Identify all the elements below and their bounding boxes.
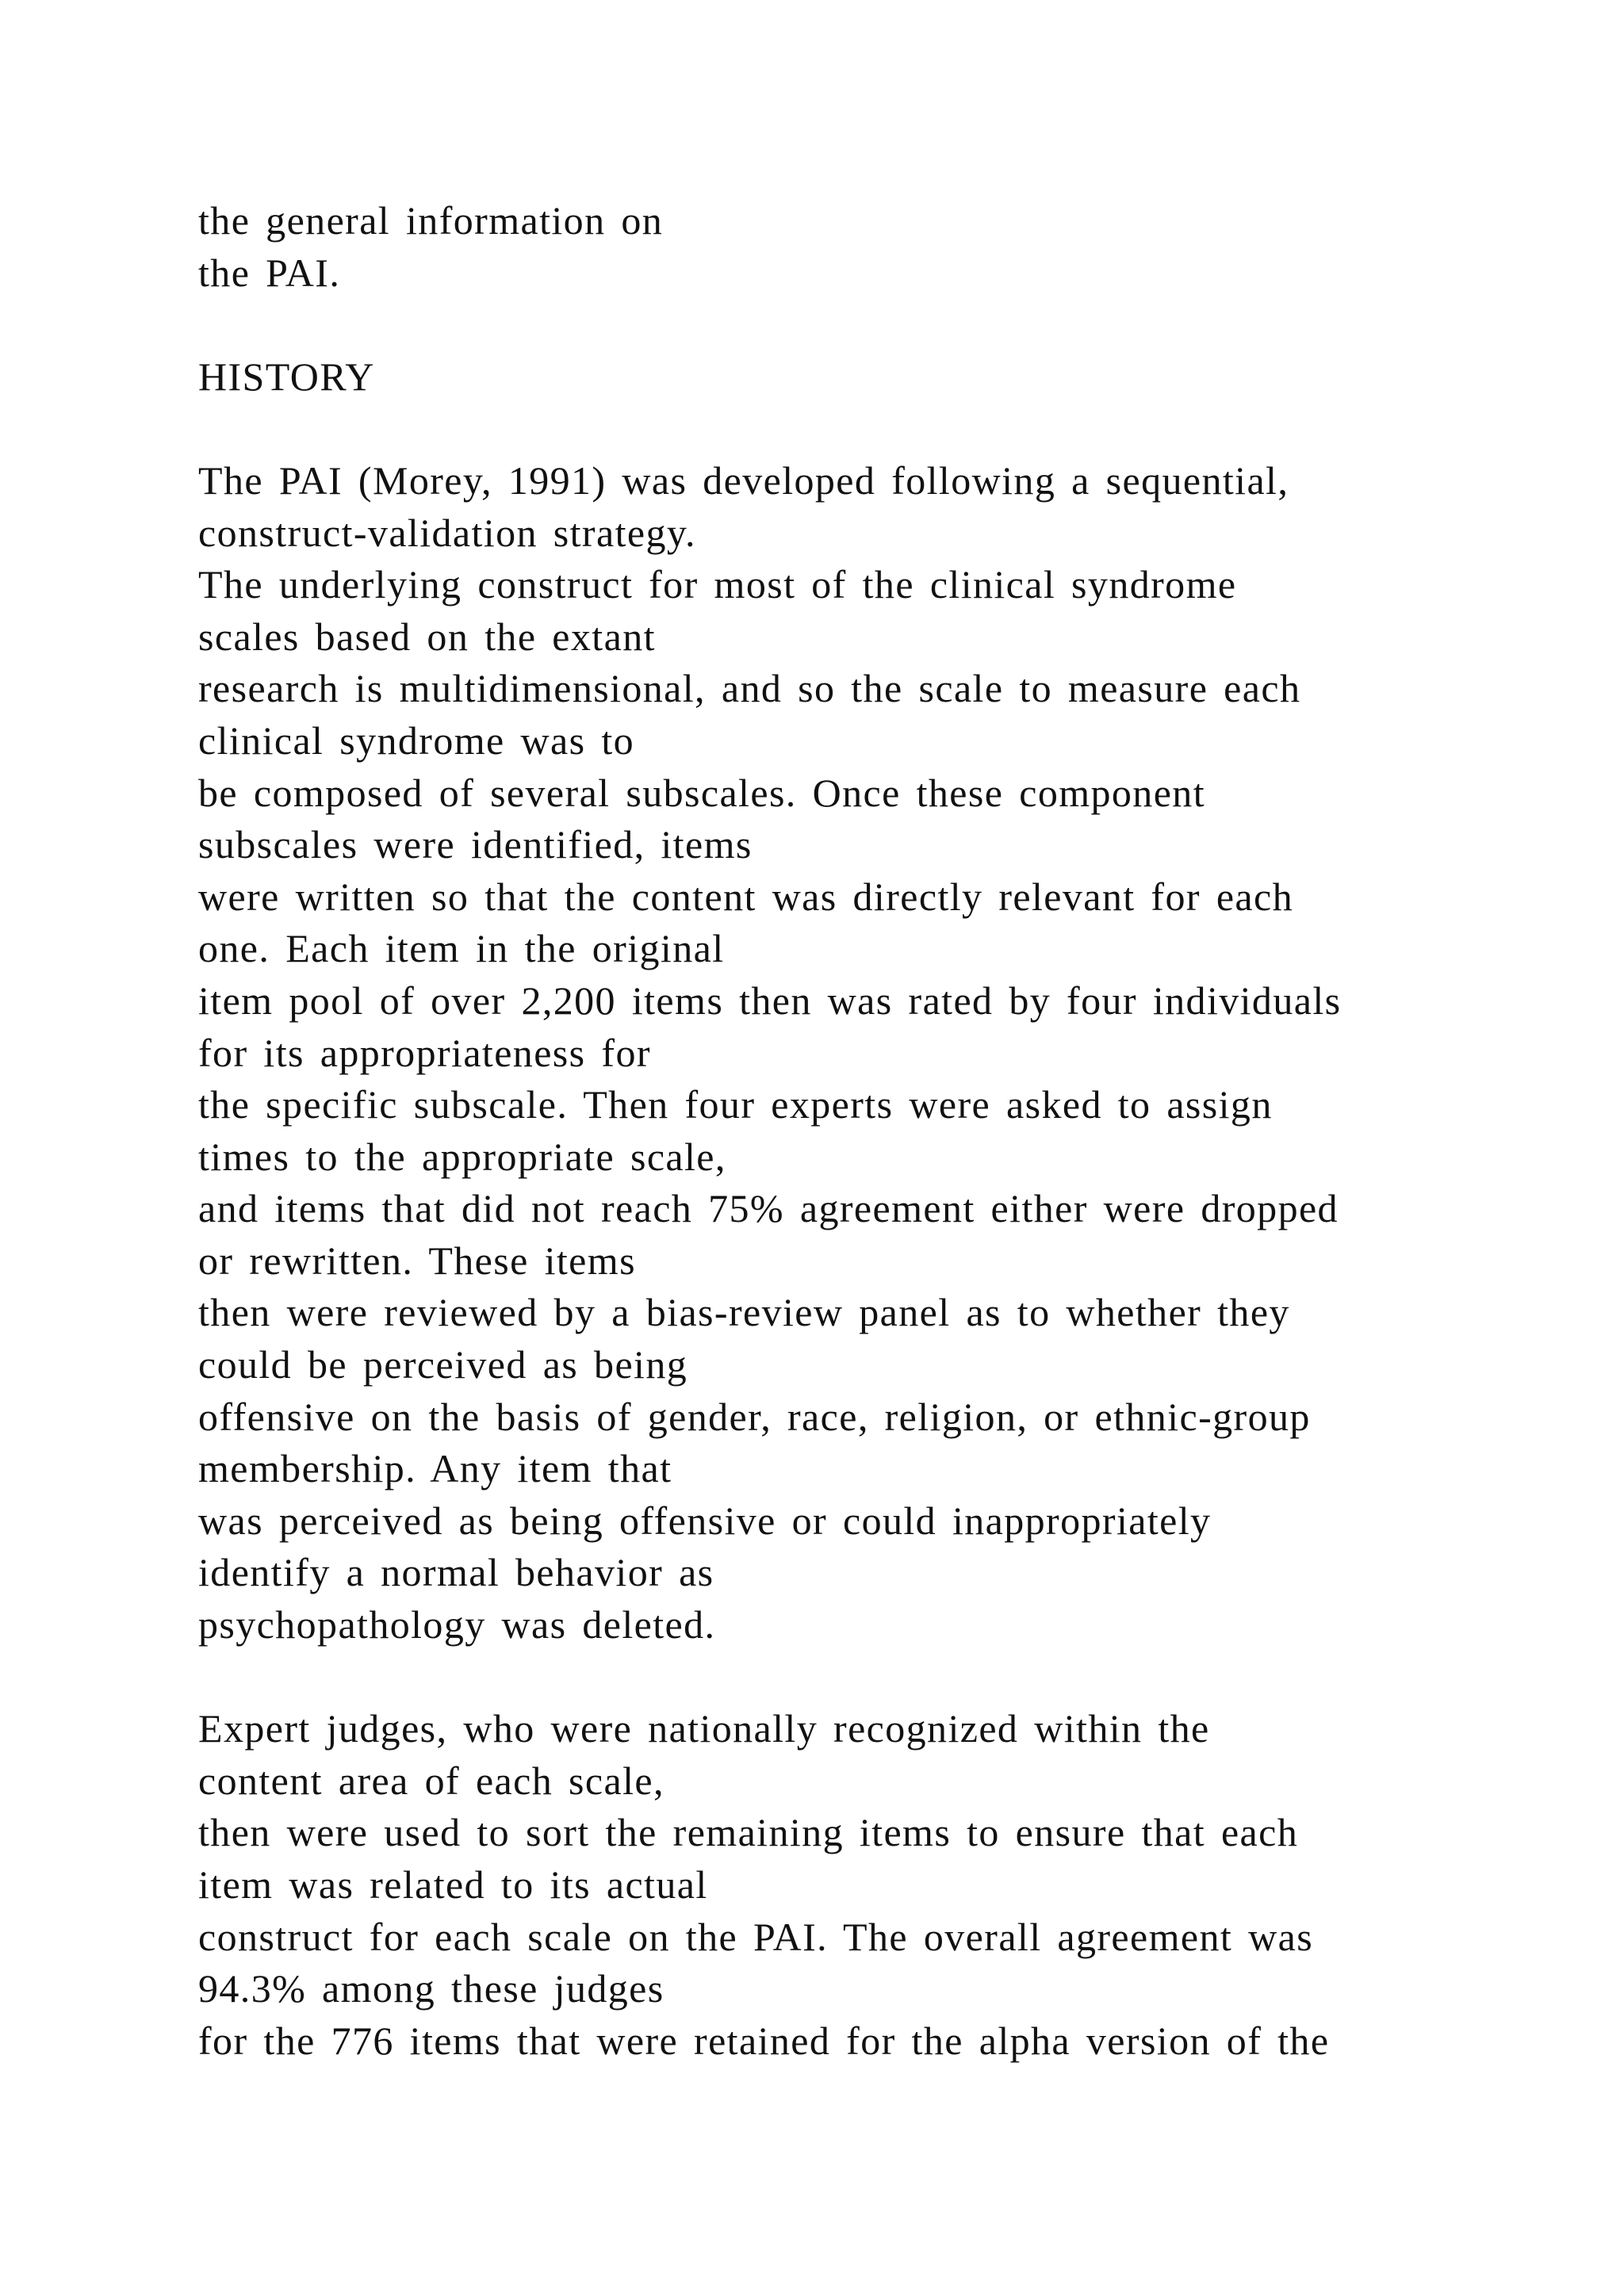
text-line: Expert judges, who were nationally recognized within the (198, 1706, 1210, 1751)
text-line: item was related to its actual (198, 1862, 708, 1907)
text-line: for its appropriateness for (198, 1030, 651, 1075)
text-line: construct-validation strategy. (198, 510, 696, 555)
text-line: the general information on (198, 198, 664, 243)
text-line: one. Each item in the original (198, 926, 725, 971)
text-line: clinical syndrome was to (198, 718, 635, 763)
text-line: content area of each scale, (198, 1758, 665, 1803)
text-line: be composed of several subscales. Once these component (198, 770, 1205, 815)
text-line: membership. Any item that (198, 1446, 672, 1491)
text-line: psychopathology was deleted. (198, 1602, 716, 1647)
document-body (198, 195, 1594, 2067)
blank-line (198, 403, 1594, 455)
text-line: The PAI (Morey, 1991) was developed following a sequential, (198, 457, 1289, 503)
text-line: or rewritten. These items (198, 1238, 636, 1283)
text-line: the specific subscale. Then four experts were asked to assign (198, 1082, 1273, 1127)
text-line: was perceived as being offensive or could inappropriately (198, 1498, 1212, 1543)
blank-line (198, 299, 1594, 351)
text-line: for the 776 items that were retained for the alpha version of the (198, 2018, 1330, 2063)
text-line: subscales were identified, items (198, 822, 753, 867)
blank-line (198, 1651, 1594, 1704)
text-line: and items that did not reach 75% agreement either were dropped (198, 1186, 1339, 1231)
text-line: were written so that the content was directly relevant for each (198, 874, 1294, 919)
text-line: 94.3% among these judges (198, 1966, 665, 2011)
text-line: research is multidimensional, and so the scale to measure each (198, 666, 1301, 711)
text-line: item pool of over 2,200 items then was rated by four individuals (198, 978, 1342, 1023)
section-heading: HISTORY (198, 354, 375, 399)
text-line: construct for each scale on the PAI. The overall agreement was (198, 1914, 1314, 1959)
text-line: then were reviewed by a bias-review panel as to whether they (198, 1290, 1290, 1335)
text-line: times to the appropriate scale, (198, 1134, 726, 1179)
text-line: then were used to sort the remaining items to ensure that each (198, 1810, 1299, 1855)
text-line: The underlying construct for most of the clinical syndrome (198, 562, 1237, 607)
text-line: scales based on the extant (198, 614, 656, 659)
text-line: offensive on the basis of gender, race, religion, or ethnic-group (198, 1394, 1311, 1439)
text-line: the PAI. (198, 250, 341, 295)
text-line: identify a normal behavior as (198, 1550, 714, 1595)
text-line: could be perceived as being (198, 1342, 688, 1387)
